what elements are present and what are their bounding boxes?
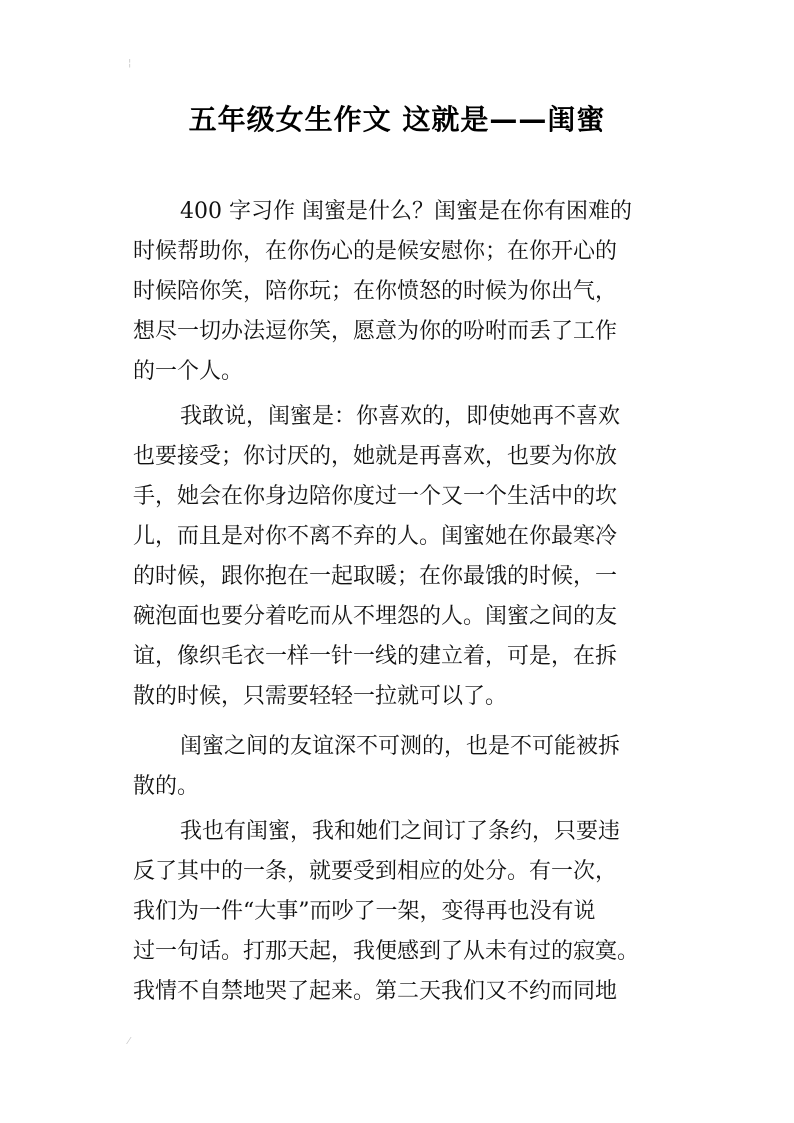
text-line: 我们为一件“大事”而吵了一架，变得再也没有说 <box>133 899 596 924</box>
text-line: 碗泡面也要分着吃而从不埋怨的人。闺蜜之间的友 <box>133 604 618 629</box>
text-line: 儿，而且是对你不离不弃的人。闺蜜她在你最寒冷 <box>133 524 618 549</box>
corner-mark-bottom: ⁄ <box>128 1036 130 1047</box>
text-line: 我也有闺蜜，我和她们之间订了条约，只要违 <box>180 819 621 844</box>
text-line: 的一个人。 <box>133 359 244 384</box>
text-line: 散的时候，只需要轻轻一拉就可以了。 <box>133 684 508 709</box>
text-line: 想尽一切办法逗你笑，愿意为你的吩咐而丢了工作 <box>133 319 618 344</box>
text-line: 散的。 <box>133 774 200 799</box>
text-line: 谊，像织毛衣一样一针一线的建立着，可是，在拆 <box>133 644 618 669</box>
text-line: 也要接受；你讨厌的，她就是再喜欢，也要为你放 <box>133 444 618 469</box>
text-line: 时候陪你笑，陪你玩；在你愤怒的时候为你出气， <box>133 279 618 304</box>
text-line: 手，她会在你身边陪你度过一个又一个生活中的坎 <box>133 484 618 509</box>
corner-mark-top: ¦ <box>128 58 132 69</box>
document-title: 五年级女生作文 这就是——闺蜜 <box>188 103 606 136</box>
text-line: 反了其中的一条，就要受到相应的处分。有一次， <box>133 859 618 884</box>
text-line: 的时候，跟你抱在一起取暖；在你最饿的时候，一 <box>133 564 618 589</box>
text-line: 过一句话。打那天起，我便感到了从未有过的寂寞。 <box>133 939 640 964</box>
text-line: 我敢说，闺蜜是：你喜欢的，即使她再不喜欢 <box>180 404 621 429</box>
text-line: 400 字习作 闺蜜是什么？闺蜜是在你有困难的 <box>180 199 632 224</box>
text-line: 时候帮助你，在你伤心的是候安慰你；在你开心的 <box>133 239 618 264</box>
text-line: 闺蜜之间的友谊深不可测的，也是不可能被拆 <box>180 734 621 759</box>
text-line: 我情不自禁地哭了起来。第二天我们又不约而同地 <box>133 979 618 1004</box>
